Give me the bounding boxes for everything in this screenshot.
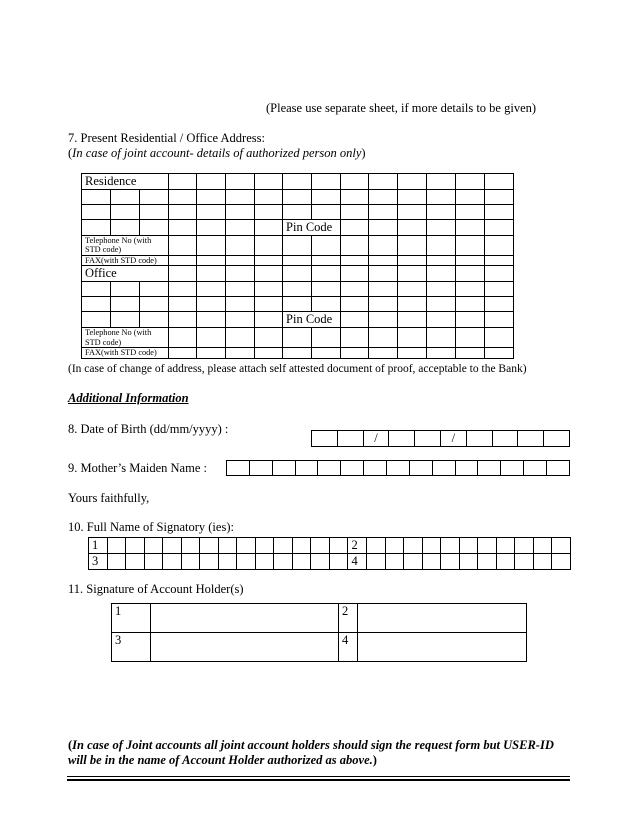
office-label: Office — [82, 266, 169, 282]
dob-digit-cell[interactable] — [389, 431, 415, 447]
office-fax-cell[interactable] — [283, 348, 312, 358]
office-cell[interactable] — [82, 282, 111, 297]
office-pin-row — [82, 312, 514, 328]
office-cell[interactable] — [398, 297, 427, 312]
office-cell[interactable] — [140, 312, 169, 328]
office-cell[interactable] — [255, 282, 283, 297]
office-cell[interactable] — [283, 266, 312, 282]
office-cell[interactable] — [255, 312, 283, 328]
office-cell[interactable] — [169, 297, 197, 312]
residence-cell[interactable] — [140, 190, 169, 205]
residence-cell[interactable] — [283, 174, 312, 190]
residence-cell[interactable] — [341, 174, 369, 190]
office-address-row — [82, 282, 514, 297]
office-cell[interactable] — [427, 266, 456, 282]
office-cell[interactable] — [485, 266, 514, 282]
signatory-number: 3 — [89, 554, 108, 570]
signatory-name-cell[interactable] — [274, 538, 293, 554]
office-cell[interactable] — [111, 297, 140, 312]
residence-cell[interactable] — [456, 190, 485, 205]
residence-telephone-cell[interactable] — [456, 236, 485, 256]
signatory-name-cell[interactable] — [107, 554, 126, 570]
footer-note-line1: (In case of Joint accounts all joint account holders should sign the request form but USER-ID — [68, 738, 554, 752]
residence-cell[interactable] — [111, 220, 140, 236]
footer-rule-thick — [67, 779, 570, 781]
signatory-name-cell[interactable] — [329, 554, 348, 570]
office-pin-code-cell[interactable] — [369, 312, 398, 328]
signatory-name-cell[interactable] — [515, 538, 534, 554]
residence-cell[interactable] — [82, 205, 111, 220]
residence-cell[interactable] — [197, 190, 226, 205]
office-cell[interactable] — [197, 312, 226, 328]
office-pin-code-cell[interactable] — [456, 312, 485, 328]
residence-fax-label: FAX(with STD code) — [82, 256, 169, 266]
office-cell[interactable] — [140, 282, 169, 297]
office-pin-code-cell[interactable] — [485, 312, 514, 328]
residence-telephone-cell[interactable] — [226, 236, 255, 256]
dob-digit-cell[interactable] — [544, 431, 570, 447]
residence-cell[interactable] — [140, 205, 169, 220]
maiden-name-cell[interactable] — [318, 461, 341, 476]
signatory-name-cell[interactable] — [237, 554, 256, 570]
signatory-row — [89, 538, 571, 554]
signatory-name-cell[interactable] — [292, 554, 311, 570]
maiden-name-cell[interactable] — [432, 461, 455, 476]
residence-cell[interactable] — [398, 174, 427, 190]
signatory-number: 1 — [89, 538, 108, 554]
office-cell[interactable] — [456, 297, 485, 312]
footer-rule-thin — [67, 776, 570, 777]
residence-fax-cell[interactable] — [312, 256, 341, 266]
separate-sheet-note: (Please use separate sheet, if more details to be given) — [266, 101, 537, 115]
office-pin-code-label: Pin Code — [283, 312, 341, 328]
signatures-table[interactable] — [111, 603, 527, 662]
signatory-name-cell[interactable] — [366, 554, 385, 570]
signatory-name-cell[interactable] — [144, 554, 163, 570]
signatory-name-cell[interactable] — [107, 538, 126, 554]
residence-telephone-label: Telephone No (with STD code) — [82, 236, 169, 256]
yours-faithfully: Yours faithfully, — [68, 491, 150, 505]
residence-cell[interactable] — [427, 190, 456, 205]
address-proof-note: (In case of change of address, please attach self attested document of proof, acceptable to the Bank) — [68, 363, 527, 375]
residence-telephone-cell[interactable] — [283, 236, 312, 256]
signatory-name-cell[interactable] — [329, 538, 348, 554]
office-cell[interactable] — [255, 297, 283, 312]
office-fax-cell[interactable] — [485, 348, 514, 358]
office-fax-cell[interactable] — [169, 348, 197, 358]
office-telephone-cell[interactable] — [255, 328, 283, 348]
dob-separator-cell: / — [363, 431, 389, 447]
office-cell[interactable] — [226, 297, 255, 312]
signatory-name-cell[interactable] — [459, 538, 478, 554]
q7-title: 7. Present Residential / Office Address: — [68, 131, 265, 145]
residence-fax-row — [82, 256, 514, 266]
signatory-name-cell[interactable] — [218, 554, 237, 570]
dob-row — [312, 431, 570, 447]
maiden-name-cell[interactable] — [547, 461, 570, 476]
office-cell[interactable] — [398, 266, 427, 282]
signatory-name-cell[interactable] — [181, 554, 200, 570]
maiden-name-cell[interactable] — [455, 461, 478, 476]
office-cell[interactable] — [169, 282, 197, 297]
residence-cell[interactable] — [169, 205, 197, 220]
signature-row — [112, 633, 527, 662]
residence-cell[interactable] — [255, 190, 283, 205]
residence-telephone-cell[interactable] — [255, 236, 283, 256]
office-cell[interactable] — [312, 266, 341, 282]
maiden-name-cell[interactable] — [364, 461, 387, 476]
office-cell[interactable] — [226, 312, 255, 328]
office-fax-cell[interactable] — [456, 348, 485, 358]
residence-fax-cell[interactable] — [341, 256, 369, 266]
residence-telephone-cell[interactable] — [169, 236, 197, 256]
office-fax-cell[interactable] — [226, 348, 255, 358]
residence-cell[interactable] — [169, 220, 197, 236]
residence-cell[interactable] — [226, 174, 255, 190]
residence-cell[interactable] — [226, 205, 255, 220]
maiden-name-cell[interactable] — [249, 461, 272, 476]
maiden-name-cell[interactable] — [341, 461, 364, 476]
residence-pin-row — [82, 220, 514, 236]
signature-number: 3 — [112, 633, 151, 662]
residence-cell[interactable] — [197, 220, 226, 236]
office-cell[interactable] — [312, 297, 341, 312]
residence-cell[interactable] — [398, 205, 427, 220]
office-cell[interactable] — [283, 282, 312, 297]
q7-subtitle: (In case of joint account- details of authorized person only) — [68, 146, 366, 160]
signatory-name-cell[interactable] — [533, 538, 552, 554]
signature-number: 4 — [339, 633, 358, 662]
signatory-name-cell[interactable] — [163, 538, 182, 554]
residence-cell[interactable] — [427, 205, 456, 220]
office-cell[interactable] — [169, 312, 197, 328]
office-fax-cell[interactable] — [197, 348, 226, 358]
signatory-name-cell[interactable] — [126, 538, 145, 554]
office-pin-code-cell[interactable] — [341, 312, 369, 328]
signatory-number: 2 — [348, 538, 367, 554]
residence-cell[interactable] — [169, 174, 197, 190]
signatory-name-cell[interactable] — [200, 554, 219, 570]
signatory-name-cell[interactable] — [552, 538, 571, 554]
residence-cell[interactable] — [197, 174, 226, 190]
signatory-name-cell[interactable] — [533, 554, 552, 570]
signatory-names-table[interactable] — [88, 537, 571, 570]
office-telephone-cell[interactable] — [312, 328, 341, 348]
office-cell[interactable] — [341, 297, 369, 312]
office-fax-cell[interactable] — [312, 348, 341, 358]
signatory-name-cell[interactable] — [385, 538, 404, 554]
office-cell[interactable] — [197, 297, 226, 312]
maiden-name-cell[interactable] — [524, 461, 547, 476]
office-telephone-cell[interactable] — [485, 328, 514, 348]
residence-telephone-cell[interactable] — [427, 236, 456, 256]
residence-fax-cell[interactable] — [197, 256, 226, 266]
signatory-name-cell[interactable] — [496, 538, 515, 554]
office-telephone-label: Telephone No (with STD code) — [82, 328, 169, 348]
office-cell[interactable] — [111, 282, 140, 297]
signature-number: 2 — [339, 604, 358, 633]
signatory-name-cell[interactable] — [478, 538, 497, 554]
office-telephone-cell[interactable] — [226, 328, 255, 348]
residence-cell[interactable] — [169, 190, 197, 205]
residence-pin-code-cell[interactable] — [427, 220, 456, 236]
signatory-number: 4 — [348, 554, 367, 570]
office-fax-label: FAX(with STD code) — [82, 348, 169, 358]
office-telephone-cell[interactable] — [456, 328, 485, 348]
residence-pin-code-cell[interactable] — [398, 220, 427, 236]
office-pin-code-cell[interactable] — [398, 312, 427, 328]
signatory-name-cell[interactable] — [404, 538, 423, 554]
signatory-name-cell[interactable] — [126, 554, 145, 570]
office-cell[interactable] — [369, 297, 398, 312]
signatory-name-cell[interactable] — [181, 538, 200, 554]
address-table — [81, 173, 514, 359]
office-cell[interactable] — [226, 282, 255, 297]
office-fax-cell[interactable] — [341, 348, 369, 358]
residence-address-row — [82, 190, 514, 205]
office-cell[interactable] — [82, 297, 111, 312]
maiden-name-cell[interactable] — [478, 461, 501, 476]
office-cell[interactable] — [341, 282, 369, 297]
signatory-name-cell[interactable] — [422, 554, 441, 570]
signatory-name-cell[interactable] — [292, 538, 311, 554]
residence-cell[interactable] — [398, 190, 427, 205]
office-fax-cell[interactable] — [427, 348, 456, 358]
residence-cell[interactable] — [283, 205, 312, 220]
signatory-name-cell[interactable] — [441, 554, 460, 570]
signature-box[interactable] — [151, 633, 339, 662]
footer-note-line2: will be in the name of Account Holder authorized as above.) — [68, 753, 377, 767]
signature-number: 1 — [112, 604, 151, 633]
residence-fax-cell[interactable] — [255, 256, 283, 266]
residence-telephone-cell[interactable] — [197, 236, 226, 256]
residence-cell[interactable] — [341, 205, 369, 220]
office-cell[interactable] — [226, 266, 255, 282]
signatory-name-cell[interactable] — [441, 538, 460, 554]
residence-telephone-cell[interactable] — [341, 236, 369, 256]
residence-fax-cell[interactable] — [369, 256, 398, 266]
residence-cell[interactable] — [82, 220, 111, 236]
dob-digit-cell[interactable] — [415, 431, 441, 447]
residence-fax-cell[interactable] — [283, 256, 312, 266]
signature-box[interactable] — [358, 604, 527, 633]
signatory-name-cell[interactable] — [311, 538, 330, 554]
residence-cell[interactable] — [226, 190, 255, 205]
maiden-name-cell[interactable] — [227, 461, 250, 476]
office-cell[interactable] — [197, 282, 226, 297]
residence-cell[interactable] — [283, 190, 312, 205]
office-telephone-cell[interactable] — [427, 328, 456, 348]
office-cell[interactable] — [485, 282, 514, 297]
residence-pin-code-label: Pin Code — [283, 220, 341, 236]
signature-box[interactable] — [358, 633, 527, 662]
dob-digit-cell[interactable] — [518, 431, 544, 447]
residence-fax-cell[interactable] — [226, 256, 255, 266]
residence-fax-cell[interactable] — [456, 256, 485, 266]
residence-cell[interactable] — [485, 190, 514, 205]
maiden-name-cell[interactable] — [501, 461, 524, 476]
residence-telephone-cell[interactable] — [369, 236, 398, 256]
residence-pin-code-cell[interactable] — [369, 220, 398, 236]
residence-address-row — [82, 205, 514, 220]
q8-label: 8. Date of Birth (dd/mm/yyyy) : — [68, 422, 229, 436]
signatory-name-cell[interactable] — [200, 538, 219, 554]
signature-box[interactable] — [151, 604, 339, 633]
signatory-name-cell[interactable] — [404, 554, 423, 570]
signatory-name-cell[interactable] — [255, 538, 274, 554]
residence-cell[interactable] — [485, 174, 514, 190]
office-cell[interactable] — [197, 266, 226, 282]
dob-digit-cell[interactable] — [466, 431, 492, 447]
residence-cell[interactable] — [312, 174, 341, 190]
residence-cell[interactable] — [255, 205, 283, 220]
office-cell[interactable] — [485, 297, 514, 312]
residence-cell[interactable] — [255, 174, 283, 190]
office-cell[interactable] — [111, 312, 140, 328]
office-cell[interactable] — [369, 266, 398, 282]
residence-cell[interactable] — [140, 220, 169, 236]
signatory-name-cell[interactable] — [163, 554, 182, 570]
office-address-row — [82, 297, 514, 312]
office-fax-cell[interactable] — [255, 348, 283, 358]
office-telephone-cell[interactable] — [197, 328, 226, 348]
maiden-name-cell[interactable] — [409, 461, 432, 476]
office-telephone-cell[interactable] — [169, 328, 197, 348]
office-cell[interactable] — [456, 266, 485, 282]
maiden-name-row — [227, 461, 570, 476]
residence-telephone-cell[interactable] — [485, 236, 514, 256]
signatory-name-cell[interactable] — [237, 538, 256, 554]
office-cell[interactable] — [341, 266, 369, 282]
residence-pin-code-cell[interactable] — [456, 220, 485, 236]
signatory-name-cell[interactable] — [515, 554, 534, 570]
residence-cell[interactable] — [111, 190, 140, 205]
dob-digit-cell[interactable] — [312, 431, 338, 447]
signatory-row — [89, 554, 571, 570]
residence-cell[interactable] — [369, 205, 398, 220]
residence-cell[interactable] — [341, 190, 369, 205]
residence-telephone-cell[interactable] — [398, 236, 427, 256]
office-cell[interactable] — [255, 266, 283, 282]
maiden-name-cell[interactable] — [295, 461, 318, 476]
office-cell[interactable] — [312, 282, 341, 297]
maiden-name-cell[interactable] — [387, 461, 410, 476]
q10-label: 10. Full Name of Signatory (ies): — [68, 520, 234, 534]
office-cell[interactable] — [398, 282, 427, 297]
signatory-name-cell[interactable] — [144, 538, 163, 554]
signatory-name-cell[interactable] — [255, 554, 274, 570]
signatory-name-cell[interactable] — [496, 554, 515, 570]
residence-cell[interactable] — [312, 190, 341, 205]
office-telephone-cell[interactable] — [283, 328, 312, 348]
signatory-name-cell[interactable] — [478, 554, 497, 570]
office-cell[interactable] — [283, 297, 312, 312]
signatory-name-cell[interactable] — [385, 554, 404, 570]
residence-pin-code-cell[interactable] — [485, 220, 514, 236]
residence-cell[interactable] — [197, 205, 226, 220]
residence-fax-cell[interactable] — [398, 256, 427, 266]
office-cell[interactable] — [140, 297, 169, 312]
office-cell[interactable] — [427, 282, 456, 297]
signatory-name-cell[interactable] — [552, 554, 571, 570]
office-header-row — [82, 266, 514, 282]
residence-fax-cell[interactable] — [485, 256, 514, 266]
signatory-name-cell[interactable] — [366, 538, 385, 554]
residence-cell[interactable] — [312, 205, 341, 220]
dob-digit-cell[interactable] — [492, 431, 518, 447]
office-pin-code-cell[interactable] — [427, 312, 456, 328]
residence-cell[interactable] — [255, 220, 283, 236]
office-cell[interactable] — [169, 266, 197, 282]
office-fax-cell[interactable] — [369, 348, 398, 358]
residence-cell[interactable] — [456, 205, 485, 220]
signatory-name-cell[interactable] — [274, 554, 293, 570]
residence-cell[interactable] — [485, 205, 514, 220]
office-fax-row — [82, 348, 514, 358]
residence-cell[interactable] — [456, 174, 485, 190]
residence-header-row — [82, 174, 514, 190]
q9-label: 9. Mother’s Maiden Name : — [68, 461, 207, 475]
maiden-name-cell[interactable] — [272, 461, 295, 476]
office-telephone-cell[interactable] — [369, 328, 398, 348]
dob-digit-cell[interactable] — [337, 431, 363, 447]
residence-cell[interactable] — [226, 220, 255, 236]
residence-cell[interactable] — [111, 205, 140, 220]
office-cell[interactable] — [82, 312, 111, 328]
office-telephone-cell[interactable] — [341, 328, 369, 348]
residence-cell[interactable] — [427, 174, 456, 190]
residence-cell[interactable] — [82, 190, 111, 205]
additional-info-heading: Additional Information — [68, 391, 189, 405]
residence-telephone-row — [82, 236, 514, 246]
residence-fax-cell[interactable] — [427, 256, 456, 266]
q11-label: 11. Signature of Account Holder(s) — [68, 582, 244, 596]
dob-field[interactable] — [311, 430, 570, 447]
office-cell[interactable] — [456, 282, 485, 297]
residence-label: Residence — [82, 174, 169, 190]
office-telephone-cell[interactable] — [398, 328, 427, 348]
signatory-name-cell[interactable] — [311, 554, 330, 570]
signatory-name-cell[interactable] — [422, 538, 441, 554]
signature-row — [112, 604, 527, 633]
residence-cell[interactable] — [369, 190, 398, 205]
residence-telephone-cell[interactable] — [312, 236, 341, 256]
dob-separator-cell: / — [440, 431, 466, 447]
residence-fax-cell[interactable] — [169, 256, 197, 266]
residence-pin-code-cell[interactable] — [341, 220, 369, 236]
signatory-name-cell[interactable] — [218, 538, 237, 554]
office-telephone-row — [82, 328, 514, 338]
office-cell[interactable] — [369, 282, 398, 297]
office-fax-cell[interactable] — [398, 348, 427, 358]
mothers-maiden-name-field[interactable] — [226, 460, 570, 476]
residence-cell[interactable] — [369, 174, 398, 190]
signatory-name-cell[interactable] — [459, 554, 478, 570]
office-cell[interactable] — [427, 297, 456, 312]
